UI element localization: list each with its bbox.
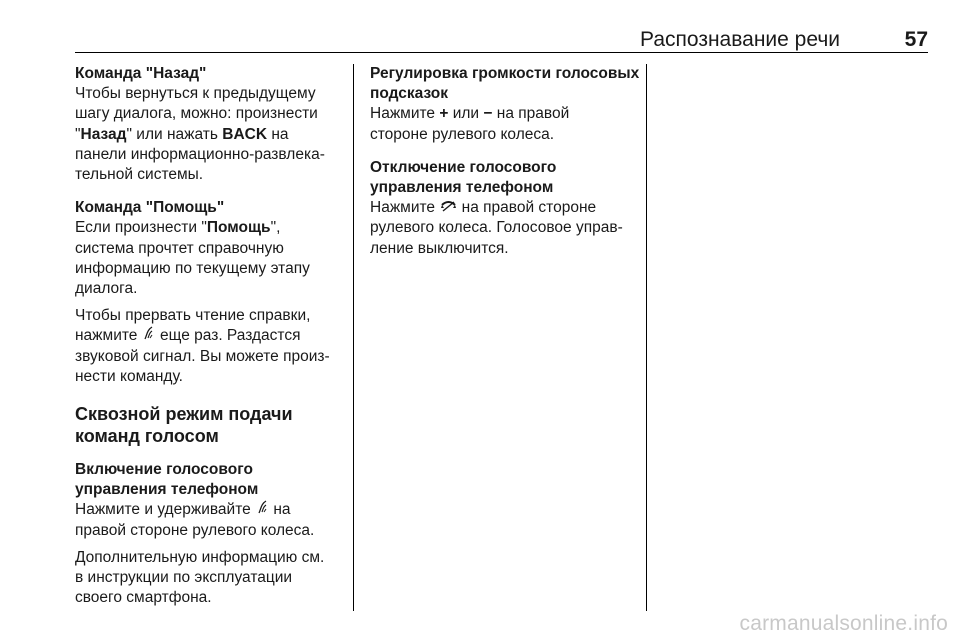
volume-text: Нажмите + или − на правой стороне рулевого колеса.	[370, 105, 570, 143]
back-command-heading: Команда "Назад"	[75, 65, 207, 82]
column-divider	[353, 64, 354, 611]
enable-phone-voice-text: Нажмите и удерживайте на правой стороне рулевого колеса.	[75, 501, 315, 539]
page-number: 57	[904, 28, 928, 51]
enable-phone-voice-heading: Включение голосового управления телефоном	[75, 461, 259, 499]
voice-control-icon	[255, 500, 269, 520]
help-command-heading: Команда "Помощь"	[75, 199, 225, 217]
plus-icon: +	[439, 105, 449, 123]
column-divider	[646, 64, 647, 611]
help-keyword: Помощь	[206, 219, 271, 237]
minus-icon: −	[483, 105, 493, 123]
end-call-icon	[439, 198, 457, 218]
middle-column	[370, 64, 640, 259]
page-header	[75, 26, 928, 53]
watermark: carmanualsonline.info	[739, 612, 948, 635]
back-button-name: BACK	[222, 125, 268, 143]
section-heading: Сквозной режим подачи команд голосом	[75, 404, 293, 447]
left-column	[75, 64, 345, 608]
smartphone-info-text: Дополнительную информацию см. в инструкции по эксплуатации своего смартфона.	[75, 548, 325, 607]
interrupt-help-text: Чтобы прервать чтение справки, нажмите еще раз. Раздастся звуковой сигнал. Вы можете произ- нести команду.	[75, 307, 330, 385]
help-command-text: Если произнести "Помощь", система прочтет справочную информацию по текущему этапу диалога.	[75, 219, 310, 298]
volume-heading: Регулировка громкости голосовых подсказок	[370, 65, 640, 103]
disable-phone-voice-heading: Отключение голосового управления телефоном	[370, 158, 557, 197]
back-keyword: Назад	[80, 125, 127, 143]
page-title: Распознавание речи	[640, 28, 840, 51]
voice-control-icon	[142, 326, 156, 346]
back-command-text: Чтобы вернуться к предыдущему шагу диалога, можно: произнести "Назад" или нажать BACK на панели информационно-развлека- тельной системы.	[75, 85, 325, 184]
disable-phone-voice-text: Нажмите на правой стороне рулевого колеса. Голосовое управ- ление выключится.	[370, 199, 623, 257]
